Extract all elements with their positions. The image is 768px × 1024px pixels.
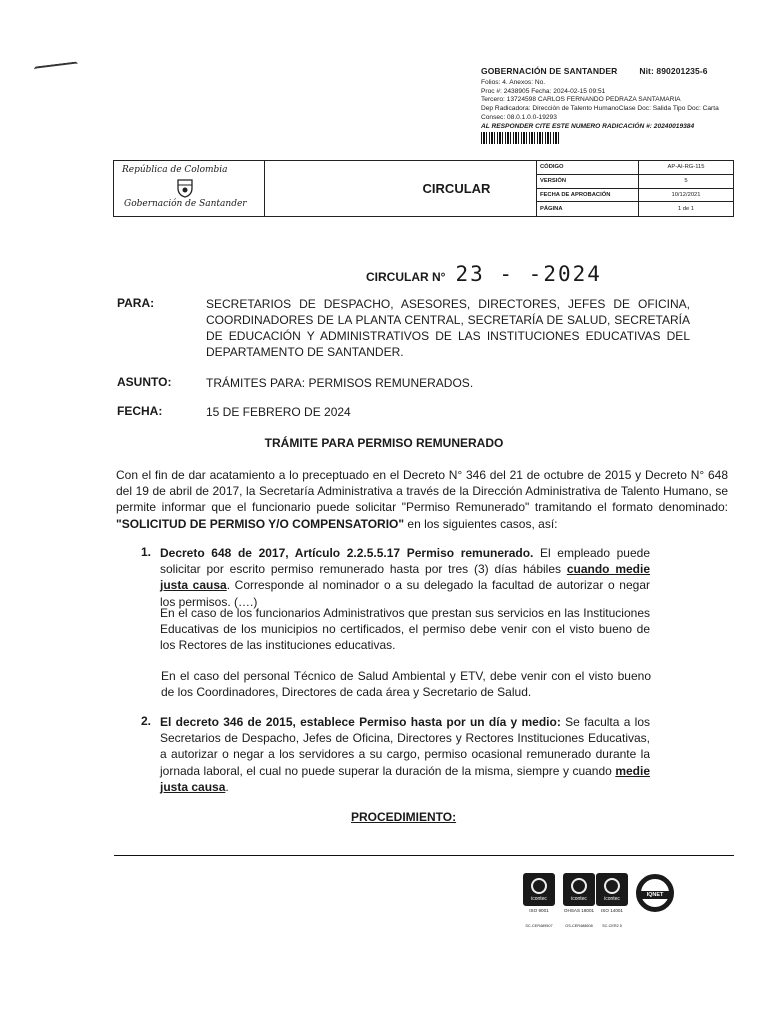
badge-standard: ISO 9001	[529, 908, 549, 913]
footer-rule	[114, 855, 734, 856]
icontec-icon	[531, 878, 547, 894]
stamp-org: GOBERNACIÓN DE SANTANDER	[481, 66, 618, 76]
stamp-tercero: Tercero: 13724598 CARLOS FERNANDO PEDRAZA SANTAMARIA	[481, 96, 681, 104]
meta-key: FECHA DE APROBACIÓN	[537, 189, 639, 202]
badge-brand: icontec	[531, 896, 547, 902]
badge-code: OS-CER488608	[565, 924, 593, 928]
badge-standard: ISO 14001	[601, 908, 623, 913]
meta-key: PÁGINA	[537, 202, 639, 216]
item-1-text: El empleado puede solicitar por escrito permiso remunerado hasta por tres (3) días hábiles	[160, 546, 650, 577]
item-1-note-admin: En el caso de los funcionarios Administrativos que prestan sus servicios en las Instituciones Educativas de los municipios no certificados, el permiso debe venir con el visto bueno de los Rectores de las instituciones educativas.	[160, 606, 650, 653]
circular-label: CIRCULAR N°	[366, 270, 446, 284]
fecha-text: 15 DE FEBRERO DE 2024	[206, 405, 351, 419]
procedimiento-heading: PROCEDIMIENTO:	[351, 810, 457, 824]
intro-form-name: "SOLICITUD DE PERMISO Y/O COMPENSATORIO"	[116, 516, 405, 531]
circular-handwritten-number: 23 - -2024	[455, 262, 602, 286]
meta-row	[537, 202, 733, 216]
item-2-number: 2.	[141, 714, 152, 728]
iqnet-label: IQNET	[646, 892, 664, 898]
item-2-underline: medie justa causa	[160, 763, 650, 794]
para-text: SECRETARIOS DE DESPACHO, ASESORES, DIRECTORES, JEFES DE OFICINA, COORDINADORES DE LA PLANTA CENTRAL, SECRETARÍA DE SALUD, SECRETARÍA DE EDUCACIÓN Y ADMINISTRATIVOS DE LAS INSTITUCIONES EDUCATIVAS DEL DEPARTAMENTO DE SANTANDER.	[206, 297, 690, 359]
barcode	[481, 132, 559, 144]
meta-value: 10/12/2021	[671, 191, 701, 198]
meta-key: VERSIÓN	[537, 175, 639, 188]
meta-value: AP-AI-RG-115	[667, 164, 705, 171]
para-label: PARA:	[117, 296, 155, 310]
badge-code: SC-CER2 5	[602, 924, 622, 928]
meta-row	[537, 175, 733, 189]
item-1-paragraph	[160, 545, 650, 610]
item-2-text: Se faculta a los Secretarios de Despacho, Jefes de Oficina, Directores y Rectores Instituciones Educativas, a autorizar o negar a los servidores a su cargo, permiso ocasional remunerado durante la jornada laboral, el cual no puede superar la duración de la misma, siempre y cuando	[160, 715, 650, 778]
government-logo	[114, 161, 265, 216]
intro-paragraph	[116, 467, 728, 532]
document-header	[113, 160, 734, 217]
icontec-ohsas-badge	[563, 873, 595, 928]
meta-value: 5	[684, 178, 688, 185]
radication-stamp	[481, 66, 766, 144]
pen-mark	[34, 61, 78, 72]
stamp-nit: Nit: 890201235-6	[639, 66, 708, 76]
asunto-label: ASUNTO:	[117, 375, 172, 389]
circular-number	[366, 262, 602, 286]
document-type-title: CIRCULAR	[265, 161, 649, 216]
badge-brand: icontec	[571, 896, 587, 902]
icontec-icon	[604, 878, 620, 894]
fecha-label: FECHA:	[117, 404, 163, 418]
logo-line-1: República de Colombia	[122, 165, 228, 175]
stamp-consec: Consec: 08.0.1.0.0-19293	[481, 113, 557, 121]
item-1-number: 1.	[141, 545, 152, 559]
iqnet-logo-icon	[636, 874, 674, 912]
badge-brand: icontec	[604, 896, 620, 902]
meta-value: 1 de 1	[677, 206, 695, 213]
stamp-dep: Dep Radicadora: Dirección de Talento HumanoClase Doc: Salida Tipo Doc: Carta	[481, 105, 719, 113]
intro-text: Con el fin de dar acatamiento a lo preceptuado en el Decreto N° 346 del 21 de octubre de 2015 y Decreto N° 648 del 19 de abril de 2017, la Secretaría Administrativa a través de la Dirección Administrativa de Talento Humano, se permite informar que el funcionario puede solicitar "Permiso Remunerado" tramitando el formato denominado:	[116, 468, 728, 515]
icontec-icon	[571, 878, 587, 894]
meta-row	[537, 161, 733, 175]
meta-row	[537, 189, 733, 203]
document-meta-table	[536, 161, 733, 216]
intro-tail: en los siguientes casos, así:	[404, 516, 558, 531]
asunto-text: TRÁMITES PARA: PERMISOS REMUNERADOS.	[206, 376, 474, 390]
badge-standard: OHSAS 18001	[563, 908, 595, 913]
stamp-folios: Folios: 4. Anexos: No.	[481, 79, 546, 86]
section-title: TRÁMITE PARA PERMISO REMUNERADO	[264, 436, 504, 450]
item-2-tail: .	[225, 779, 229, 794]
item-1-heading: Decreto 648 de 2017, Artículo 2.2.5.5.17 Permiso remunerado.	[160, 546, 534, 560]
logo-line-2: Gobernación de Santander	[124, 199, 247, 209]
icontec-iso14001-badge	[596, 873, 628, 928]
item-1-underline: cuando medie justa causa	[160, 562, 650, 593]
stamp-responder: AL RESPONDER CITE ESTE NUMERO RADICACIÓN #: 20240019384	[481, 122, 695, 130]
coat-of-arms-icon	[174, 178, 196, 198]
item-2-paragraph	[160, 714, 650, 795]
badge-code: SC-CER489507	[525, 924, 553, 928]
item-1-tail: . Corresponde al nominador o a su delegado la facultad de autorizar o negar los permisos. (….)	[160, 578, 651, 609]
item-1-note-health: En el caso del personal Técnico de Salud Ambiental y ETV, debe venir con el visto bueno de los Coordinadores, Directores de cada área y Secretario de Salud.	[161, 669, 651, 700]
stamp-proc: Proc #: 2438905 Fecha: 2024-02-15 09:51	[481, 87, 606, 95]
meta-key: CÓDIGO	[537, 161, 639, 174]
item-2-heading: El decreto 346 de 2015, establece Permiso hasta por un día y medio:	[160, 715, 561, 729]
icontec-iso9001-badge	[523, 873, 555, 928]
